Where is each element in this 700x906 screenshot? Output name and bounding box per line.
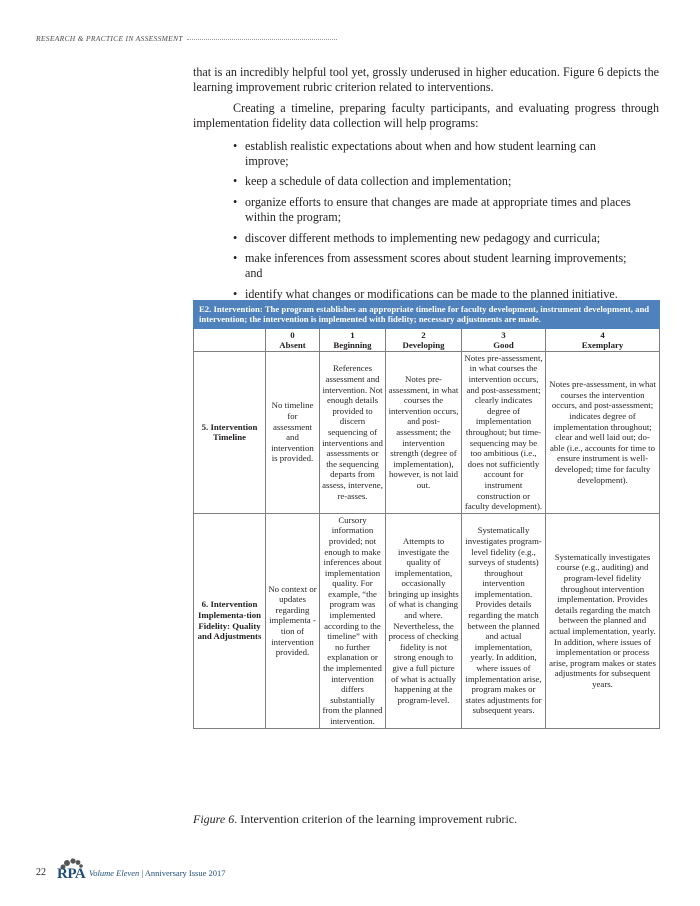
running-head <box>36 34 337 43</box>
page-footer <box>36 858 336 888</box>
level-number: 0 <box>290 329 295 340</box>
rubric-corner-cell <box>194 328 266 351</box>
footer-volume: Volume Eleven <box>89 868 140 878</box>
footer-separator: | <box>139 868 145 878</box>
level-number: 1 <box>350 329 355 340</box>
bullet-list <box>193 139 659 303</box>
level-label: Good <box>493 339 514 350</box>
bullet-item: • organize efforts to ensure that changes are made at appropriate times and places within the program; <box>233 195 659 226</box>
paragraph-1: that is an incredibly helpful tool yet, grossly underused in higher education. Figure 6 depicts the learning improvement rubric criterion related to interventions. <box>193 65 659 95</box>
rubric-caption: E2. Intervention: The program establishes an appropriate timeline for faculty development, instrument development, and intervention; the intervention is implemented with fidelity; necessary adjustments are made. <box>194 301 660 329</box>
rubric-cell: Attempts to investigate the quality of implementation, occasionally bringing up insights of what is changing and where. Nevertheless, the process of checking fidelity is not strong enough to give a full picture of what is actually happening at the program-level. <box>386 513 462 728</box>
paragraph-2: Creating a timeline, preparing faculty participants, and evaluating progress through implementation fidelity data collection will help programs: <box>193 100 659 131</box>
rubric-cell: No timeline for assessment and intervention is provided. <box>266 351 320 513</box>
rubric-cell: Notes pre-assessment, in what courses the intervention occurs, and post-assessment; indicates degree of implementation throughout; clear and well laid out; do-able (i.e., accounts for time to ensure instrument is well-developed; time for faculty development). <box>546 351 660 513</box>
rubric-cell: Systematically investigates course (e.g., auditing) and program-level fidelity throughout intervention implementation. Provides details regarding the match between the planned and actual implementation, yearly. In addition, where issues of implementation or process arise, program makes or states adjustments for subsequent years. <box>546 513 660 728</box>
level-header-developing <box>386 328 462 351</box>
bullet-item: • establish realistic expectations about when and how student learning can improve; <box>233 139 659 170</box>
level-label: Absent <box>279 339 306 350</box>
page-number: 22 <box>36 867 46 878</box>
level-number: 3 <box>501 329 506 340</box>
figure-caption-text: . Intervention criterion of the learning improvement rubric. <box>234 812 518 826</box>
rubric-cell: No context or updates regarding implementa -tion of intervention provided. <box>266 513 320 728</box>
bullet-item: • identify what changes or modifications can be made to the planned initiative. <box>233 287 659 302</box>
running-head-dots <box>187 39 337 40</box>
level-label: Exemplary <box>581 339 624 350</box>
level-number: 2 <box>421 329 426 340</box>
footer-issue: Anniversary Issue 2017 <box>144 868 226 878</box>
running-head-text: RESEARCH & PRACTICE IN ASSESSMENT <box>36 34 183 43</box>
criterion-cell: 6. Intervention Implementa-tion Fidelity: Quality and Adjustments <box>194 513 266 728</box>
bullet-item: • keep a schedule of data collection and implementation; <box>233 174 659 189</box>
rubric-row-fidelity <box>194 513 660 728</box>
rubric-cell: Systematically investigates program-level fidelity (e.g., surveys of students) throughout intervention implementation. Provides details regarding the match between the planned and actual implementation, yearly. In addition, where issues of implementation arise, program makes or states adjustments for subsequent years. <box>462 513 546 728</box>
rubric-cell: Notes pre-assessment, in what courses the intervention occurs, and post-assessment; the intervention strength (degree of implementation), however, is not laid out. <box>386 351 462 513</box>
rubric-table <box>193 300 660 729</box>
level-number: 4 <box>600 329 605 340</box>
rubric-table-container <box>193 300 659 729</box>
rubric-row-timeline <box>194 351 660 513</box>
logo-text: RPA <box>57 866 86 882</box>
bullet-item: • discover different methods to implementing new pedagogy and curricula; <box>233 231 659 246</box>
level-label: Beginning <box>333 339 372 350</box>
rubric-cell: Notes pre-assessment, in what courses the intervention occurs, and post-assessment; clearly indicates degree of implementation throughout; but time-sequencing may be too ambitious (i.e., does not sufficiently account for instrument construction or faculty development). <box>462 351 546 513</box>
level-header-beginning <box>320 328 386 351</box>
level-header-absent <box>266 328 320 351</box>
rubric-cell: References assessment and intervention. Not enough details provided to discern sequencing of interventions and assessments or the sequencing departs from assess, intervene, re-asses. <box>320 351 386 513</box>
level-header-exemplary <box>546 328 660 351</box>
criterion-cell: 5. Intervention Timeline <box>194 351 266 513</box>
article-body <box>193 65 659 307</box>
figure-label: Figure 6 <box>193 812 235 826</box>
footer-issue-line <box>89 868 226 878</box>
level-label: Developing <box>402 339 445 350</box>
rubric-caption-row <box>194 301 660 329</box>
level-header-good <box>462 328 546 351</box>
bullet-item: • make inferences from assessment scores about student learning improvements; and <box>233 251 659 282</box>
rubric-cell: Cursory information provided; not enough to make inferences about implementation quality. For example, “the program was implemented according to the timeline” with no further explanation or the implemented intervention differs substantially from the planned intervention. <box>320 513 386 728</box>
rubric-level-header-row <box>194 328 660 351</box>
figure-caption <box>193 812 517 827</box>
